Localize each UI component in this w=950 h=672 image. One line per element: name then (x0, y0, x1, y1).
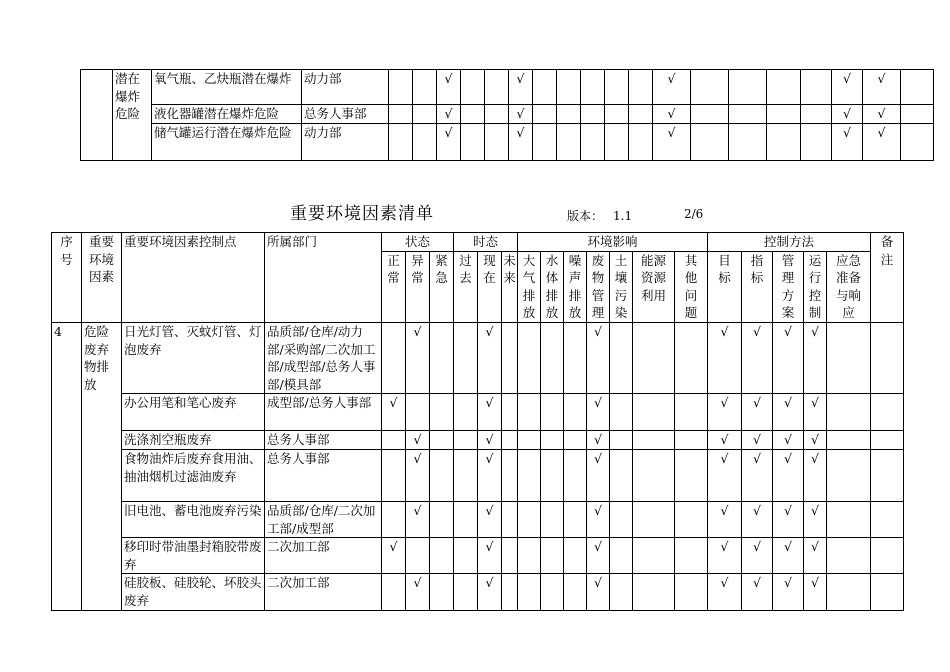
empty-cell (610, 501, 633, 537)
check-mark: √ (653, 123, 691, 160)
empty-cell (901, 70, 934, 105)
header-remark-label: 备注 (880, 234, 894, 267)
department-cell: 品质部/仓库/动力部/采购部/二次加工部/成型部/总务人事部/模具部 (265, 322, 382, 393)
empty-cell (564, 574, 587, 610)
empty-cell (691, 123, 729, 160)
empty-cell (454, 394, 478, 431)
empty-cell (382, 501, 406, 537)
empty-cell (564, 538, 587, 574)
empty-cell (454, 322, 478, 393)
check-mark: √ (832, 70, 863, 105)
check-mark: √ (708, 449, 742, 501)
check-mark: √ (509, 70, 533, 105)
check-mark: √ (587, 538, 610, 574)
department-cell: 总务人事部 (265, 449, 382, 501)
empty-cell (413, 105, 437, 124)
empty-cell (801, 123, 832, 160)
subheader-impact (564, 251, 587, 322)
empty-cell (675, 449, 708, 501)
check-mark: √ (509, 105, 533, 124)
empty-cell (871, 574, 904, 610)
subheader-impact (675, 251, 708, 322)
control-point-cell: 办公用笔和笔心废弃 (122, 394, 265, 431)
empty-cell (633, 574, 675, 610)
department-cell: 成型部/总务人事部 (265, 394, 382, 431)
empty-cell (610, 574, 633, 610)
empty-cell (518, 394, 541, 431)
check-mark: √ (478, 501, 502, 537)
check-mark: √ (382, 394, 406, 431)
control-point-cell: 移印时带油墨封箱胶带废弃 (122, 538, 265, 574)
empty-cell (827, 501, 871, 537)
empty-cell (518, 322, 541, 393)
check-mark: √ (742, 501, 773, 537)
check-mark: √ (804, 394, 827, 431)
empty-cell (605, 70, 629, 105)
page-number: 2/6 (684, 207, 704, 221)
version-value: 1.1 (613, 209, 633, 223)
empty-cell (675, 574, 708, 610)
control-point-cell: 洗涤剂空瓶废弃 (122, 431, 265, 450)
subheader-state-label: 正常 (387, 252, 400, 286)
empty-cell (454, 431, 478, 450)
empty-cell (533, 123, 557, 160)
empty-cell (502, 322, 518, 393)
check-mark: √ (509, 123, 533, 160)
empty-cell (533, 70, 557, 105)
check-mark: √ (773, 574, 804, 610)
empty-cell (901, 123, 934, 160)
check-mark: √ (653, 105, 691, 124)
empty-cell (610, 322, 633, 393)
empty-cell (871, 431, 904, 450)
check-mark: √ (478, 574, 502, 610)
check-mark: √ (863, 123, 901, 160)
empty-cell (633, 501, 675, 537)
empty-cell (430, 322, 454, 393)
check-mark: √ (587, 449, 610, 501)
empty-cell (633, 431, 675, 450)
check-mark: √ (406, 574, 430, 610)
top-continuation-table (80, 69, 934, 161)
subheader-control-label: 目标 (718, 252, 731, 286)
check-mark: √ (478, 322, 502, 393)
empty-cell (767, 123, 801, 160)
department-cell: 二次加工部 (265, 538, 382, 574)
subheader-control (708, 251, 742, 322)
check-mark: √ (742, 431, 773, 450)
check-mark: √ (708, 501, 742, 537)
check-mark: √ (742, 449, 773, 501)
check-mark: √ (587, 322, 610, 393)
empty-cell (729, 105, 767, 124)
check-mark: √ (863, 70, 901, 105)
header-seq-label: 序号 (60, 234, 73, 267)
empty-cell (729, 70, 767, 105)
subheader-impact-label: 水体排放 (545, 252, 559, 321)
empty-cell (461, 105, 485, 124)
empty-cell (827, 449, 871, 501)
check-mark: √ (406, 322, 430, 393)
subheader-control (827, 251, 871, 322)
empty-cell (502, 501, 518, 537)
empty-cell (675, 394, 708, 431)
top-control-point-cell: 氧气瓶、乙炔瓶潜在爆炸 (152, 70, 302, 105)
empty-cell (827, 538, 871, 574)
empty-cell (581, 123, 605, 160)
subheader-impact (587, 251, 610, 322)
top-department-cell: 总务人事部 (302, 105, 389, 124)
subheader-control (773, 251, 804, 322)
top-blank-cell (81, 70, 113, 161)
check-mark: √ (804, 449, 827, 501)
table-row (52, 431, 904, 450)
check-mark: √ (406, 431, 430, 450)
empty-cell (454, 449, 478, 501)
check-mark: √ (773, 538, 804, 574)
check-mark: √ (382, 538, 406, 574)
check-mark: √ (478, 394, 502, 431)
check-mark: √ (804, 431, 827, 450)
empty-cell (485, 105, 509, 124)
department-cell: 品质部/仓库/二次加工部/成型部 (265, 501, 382, 537)
empty-cell (610, 394, 633, 431)
check-mark: √ (773, 431, 804, 450)
empty-cell (557, 123, 581, 160)
empty-cell (518, 449, 541, 501)
check-mark: √ (478, 538, 502, 574)
control-point-cell: 旧电池、蓄电池废弃污染 (122, 501, 265, 537)
check-mark: √ (804, 322, 827, 393)
empty-cell (675, 501, 708, 537)
empty-cell (871, 449, 904, 501)
empty-cell (871, 501, 904, 537)
header-impact: 环境影响 (518, 233, 708, 252)
top-category-label: 潜在爆炸危险 (115, 71, 141, 122)
subheader-control-label: 运行控制 (808, 252, 822, 321)
subheader-impact-label: 废物管理 (591, 252, 605, 321)
empty-cell (382, 431, 406, 450)
subheader-tense (454, 251, 478, 322)
subheader-tense (478, 251, 502, 322)
empty-cell (691, 105, 729, 124)
check-mark: √ (587, 431, 610, 450)
check-mark: √ (406, 501, 430, 537)
empty-cell (502, 574, 518, 610)
empty-cell (564, 394, 587, 431)
empty-cell (633, 538, 675, 574)
top-control-point-cell: 液化器罐潜在爆炸危险 (152, 105, 302, 124)
subheader-tense-label: 现在 (483, 252, 496, 286)
empty-cell (629, 105, 653, 124)
empty-cell (541, 574, 564, 610)
subheader-state (406, 251, 430, 322)
header-factor-label: 重要环境因素 (88, 234, 114, 285)
row-factor-label: 危险废弃物排放 (84, 323, 110, 392)
control-point-cell: 日光灯管、灭蚊灯管、灯泡废弃 (122, 322, 265, 393)
subheader-impact (633, 251, 675, 322)
subheader-control-label: 管理方案 (781, 252, 795, 321)
empty-cell (382, 574, 406, 610)
empty-cell (541, 322, 564, 393)
department-cell: 二次加工部 (265, 574, 382, 610)
environmental-factors-table (51, 232, 904, 611)
check-mark: √ (804, 501, 827, 537)
check-mark: √ (804, 574, 827, 610)
empty-cell (610, 431, 633, 450)
table-row (52, 394, 904, 431)
subheader-tense-label: 未来 (503, 252, 516, 286)
empty-cell (430, 501, 454, 537)
table-row (52, 449, 904, 501)
empty-cell (564, 501, 587, 537)
empty-cell (454, 574, 478, 610)
empty-cell (801, 70, 832, 105)
empty-cell (633, 449, 675, 501)
subheader-tense (502, 251, 518, 322)
subheader-impact-label: 其他问题 (684, 252, 698, 321)
empty-cell (454, 538, 478, 574)
empty-cell (610, 538, 633, 574)
subheader-state-label: 异常 (411, 252, 424, 286)
empty-cell (406, 538, 430, 574)
empty-cell (801, 105, 832, 124)
header-seq (52, 233, 82, 323)
empty-cell (541, 501, 564, 537)
check-mark: √ (804, 538, 827, 574)
top-category-cell (113, 70, 152, 161)
header-state: 状态 (382, 233, 454, 252)
empty-cell (675, 431, 708, 450)
header-remark (871, 233, 904, 323)
header-factor (82, 233, 122, 323)
empty-cell (581, 105, 605, 124)
empty-cell (605, 123, 629, 160)
check-mark: √ (773, 322, 804, 393)
subheader-control (742, 251, 773, 322)
empty-cell (557, 105, 581, 124)
empty-cell (871, 538, 904, 574)
empty-cell (389, 70, 413, 105)
empty-cell (827, 394, 871, 431)
check-mark: √ (773, 501, 804, 537)
check-mark: √ (742, 322, 773, 393)
check-mark: √ (742, 394, 773, 431)
check-mark: √ (478, 431, 502, 450)
empty-cell (502, 538, 518, 574)
check-mark: √ (437, 70, 461, 105)
empty-cell (533, 105, 557, 124)
check-mark: √ (437, 123, 461, 160)
empty-cell (557, 70, 581, 105)
header-tense: 时态 (454, 233, 518, 252)
empty-cell (502, 431, 518, 450)
empty-cell (413, 123, 437, 160)
subheader-tense-label: 过去 (459, 252, 472, 286)
subheader-impact (610, 251, 633, 322)
top-table-row (81, 123, 934, 160)
check-mark: √ (773, 394, 804, 431)
empty-cell (541, 394, 564, 431)
empty-cell (767, 70, 801, 105)
header-department: 所属部门 (265, 233, 382, 323)
empty-cell (564, 322, 587, 393)
table-row (52, 538, 904, 574)
table-row (52, 501, 904, 537)
empty-cell (871, 322, 904, 393)
header-row-groups (52, 233, 904, 252)
subheader-impact (541, 251, 564, 322)
empty-cell (675, 322, 708, 393)
check-mark: √ (478, 449, 502, 501)
empty-cell (901, 105, 934, 124)
empty-cell (581, 70, 605, 105)
check-mark: √ (742, 574, 773, 610)
empty-cell (827, 322, 871, 393)
top-department-cell: 动力部 (302, 70, 389, 105)
empty-cell (502, 394, 518, 431)
check-mark: √ (587, 574, 610, 610)
check-mark: √ (653, 70, 691, 105)
empty-cell (430, 431, 454, 450)
top-department-cell: 动力部 (302, 123, 389, 160)
empty-cell (518, 574, 541, 610)
empty-cell (430, 394, 454, 431)
check-mark: √ (832, 105, 863, 124)
subheader-impact-label: 大气排放 (522, 252, 536, 321)
empty-cell (430, 574, 454, 610)
subheader-impact-label: 土壤污染 (614, 252, 628, 321)
empty-cell (413, 70, 437, 105)
check-mark: √ (832, 123, 863, 160)
empty-cell (541, 431, 564, 450)
empty-cell (461, 123, 485, 160)
check-mark: √ (708, 394, 742, 431)
empty-cell (827, 574, 871, 610)
subheader-impact-label: 能源资源利用 (640, 252, 666, 303)
table-row (52, 574, 904, 610)
empty-cell (461, 70, 485, 105)
empty-cell (430, 538, 454, 574)
empty-cell (541, 538, 564, 574)
empty-cell (633, 322, 675, 393)
subheader-state-label: 紧急 (435, 252, 448, 286)
top-table-row (81, 70, 934, 105)
subheader-state (430, 251, 454, 322)
subheader-state (382, 251, 406, 322)
empty-cell (454, 501, 478, 537)
check-mark: √ (587, 501, 610, 537)
subheader-control (804, 251, 827, 322)
row-seq-cell: 4 (52, 322, 82, 610)
version-label: 版本： (567, 209, 604, 223)
empty-cell (629, 70, 653, 105)
empty-cell (633, 394, 675, 431)
table-row (52, 322, 904, 393)
subheader-control-label: 指标 (750, 252, 764, 286)
empty-cell (564, 431, 587, 450)
empty-cell (767, 105, 801, 124)
header-control-point: 重要环境因素控制点 (122, 233, 265, 323)
page-title: 重要环境因素清单 (290, 204, 434, 224)
header-control-method: 控制方法 (708, 233, 871, 252)
empty-cell (485, 123, 509, 160)
check-mark: √ (587, 394, 610, 431)
empty-cell (382, 449, 406, 501)
empty-cell (729, 123, 767, 160)
check-mark: √ (406, 449, 430, 501)
empty-cell (502, 449, 518, 501)
empty-cell (406, 394, 430, 431)
department-cell: 总务人事部 (265, 431, 382, 450)
empty-cell (691, 70, 729, 105)
empty-cell (605, 105, 629, 124)
check-mark: √ (742, 538, 773, 574)
empty-cell (518, 501, 541, 537)
subheader-impact-label: 噪声排放 (568, 252, 582, 321)
control-point-cell: 食物油炸后废弃食用油、抽油烟机过滤油废弃 (122, 449, 265, 501)
empty-cell (827, 431, 871, 450)
empty-cell (610, 449, 633, 501)
check-mark: √ (708, 431, 742, 450)
empty-cell (485, 70, 509, 105)
empty-cell (389, 105, 413, 124)
empty-cell (871, 394, 904, 431)
check-mark: √ (708, 538, 742, 574)
control-point-cell: 硅胶板、硅胶轮、坏胶头废弃 (122, 574, 265, 610)
check-mark: √ (437, 105, 461, 124)
version-info (567, 207, 632, 224)
empty-cell (389, 123, 413, 160)
top-control-point-cell: 储气罐运行潜在爆炸危险 (152, 123, 302, 160)
empty-cell (382, 322, 406, 393)
check-mark: √ (863, 105, 901, 124)
subheader-impact (518, 251, 541, 322)
empty-cell (518, 538, 541, 574)
empty-cell (629, 123, 653, 160)
empty-cell (564, 449, 587, 501)
check-mark: √ (708, 574, 742, 610)
check-mark: √ (773, 449, 804, 501)
empty-cell (541, 449, 564, 501)
top-table-row (81, 105, 934, 124)
row-factor-cell (82, 322, 122, 610)
check-mark: √ (708, 322, 742, 393)
empty-cell (518, 431, 541, 450)
subheader-control-label: 应急准备与响应 (835, 252, 861, 321)
empty-cell (675, 538, 708, 574)
empty-cell (430, 449, 454, 501)
